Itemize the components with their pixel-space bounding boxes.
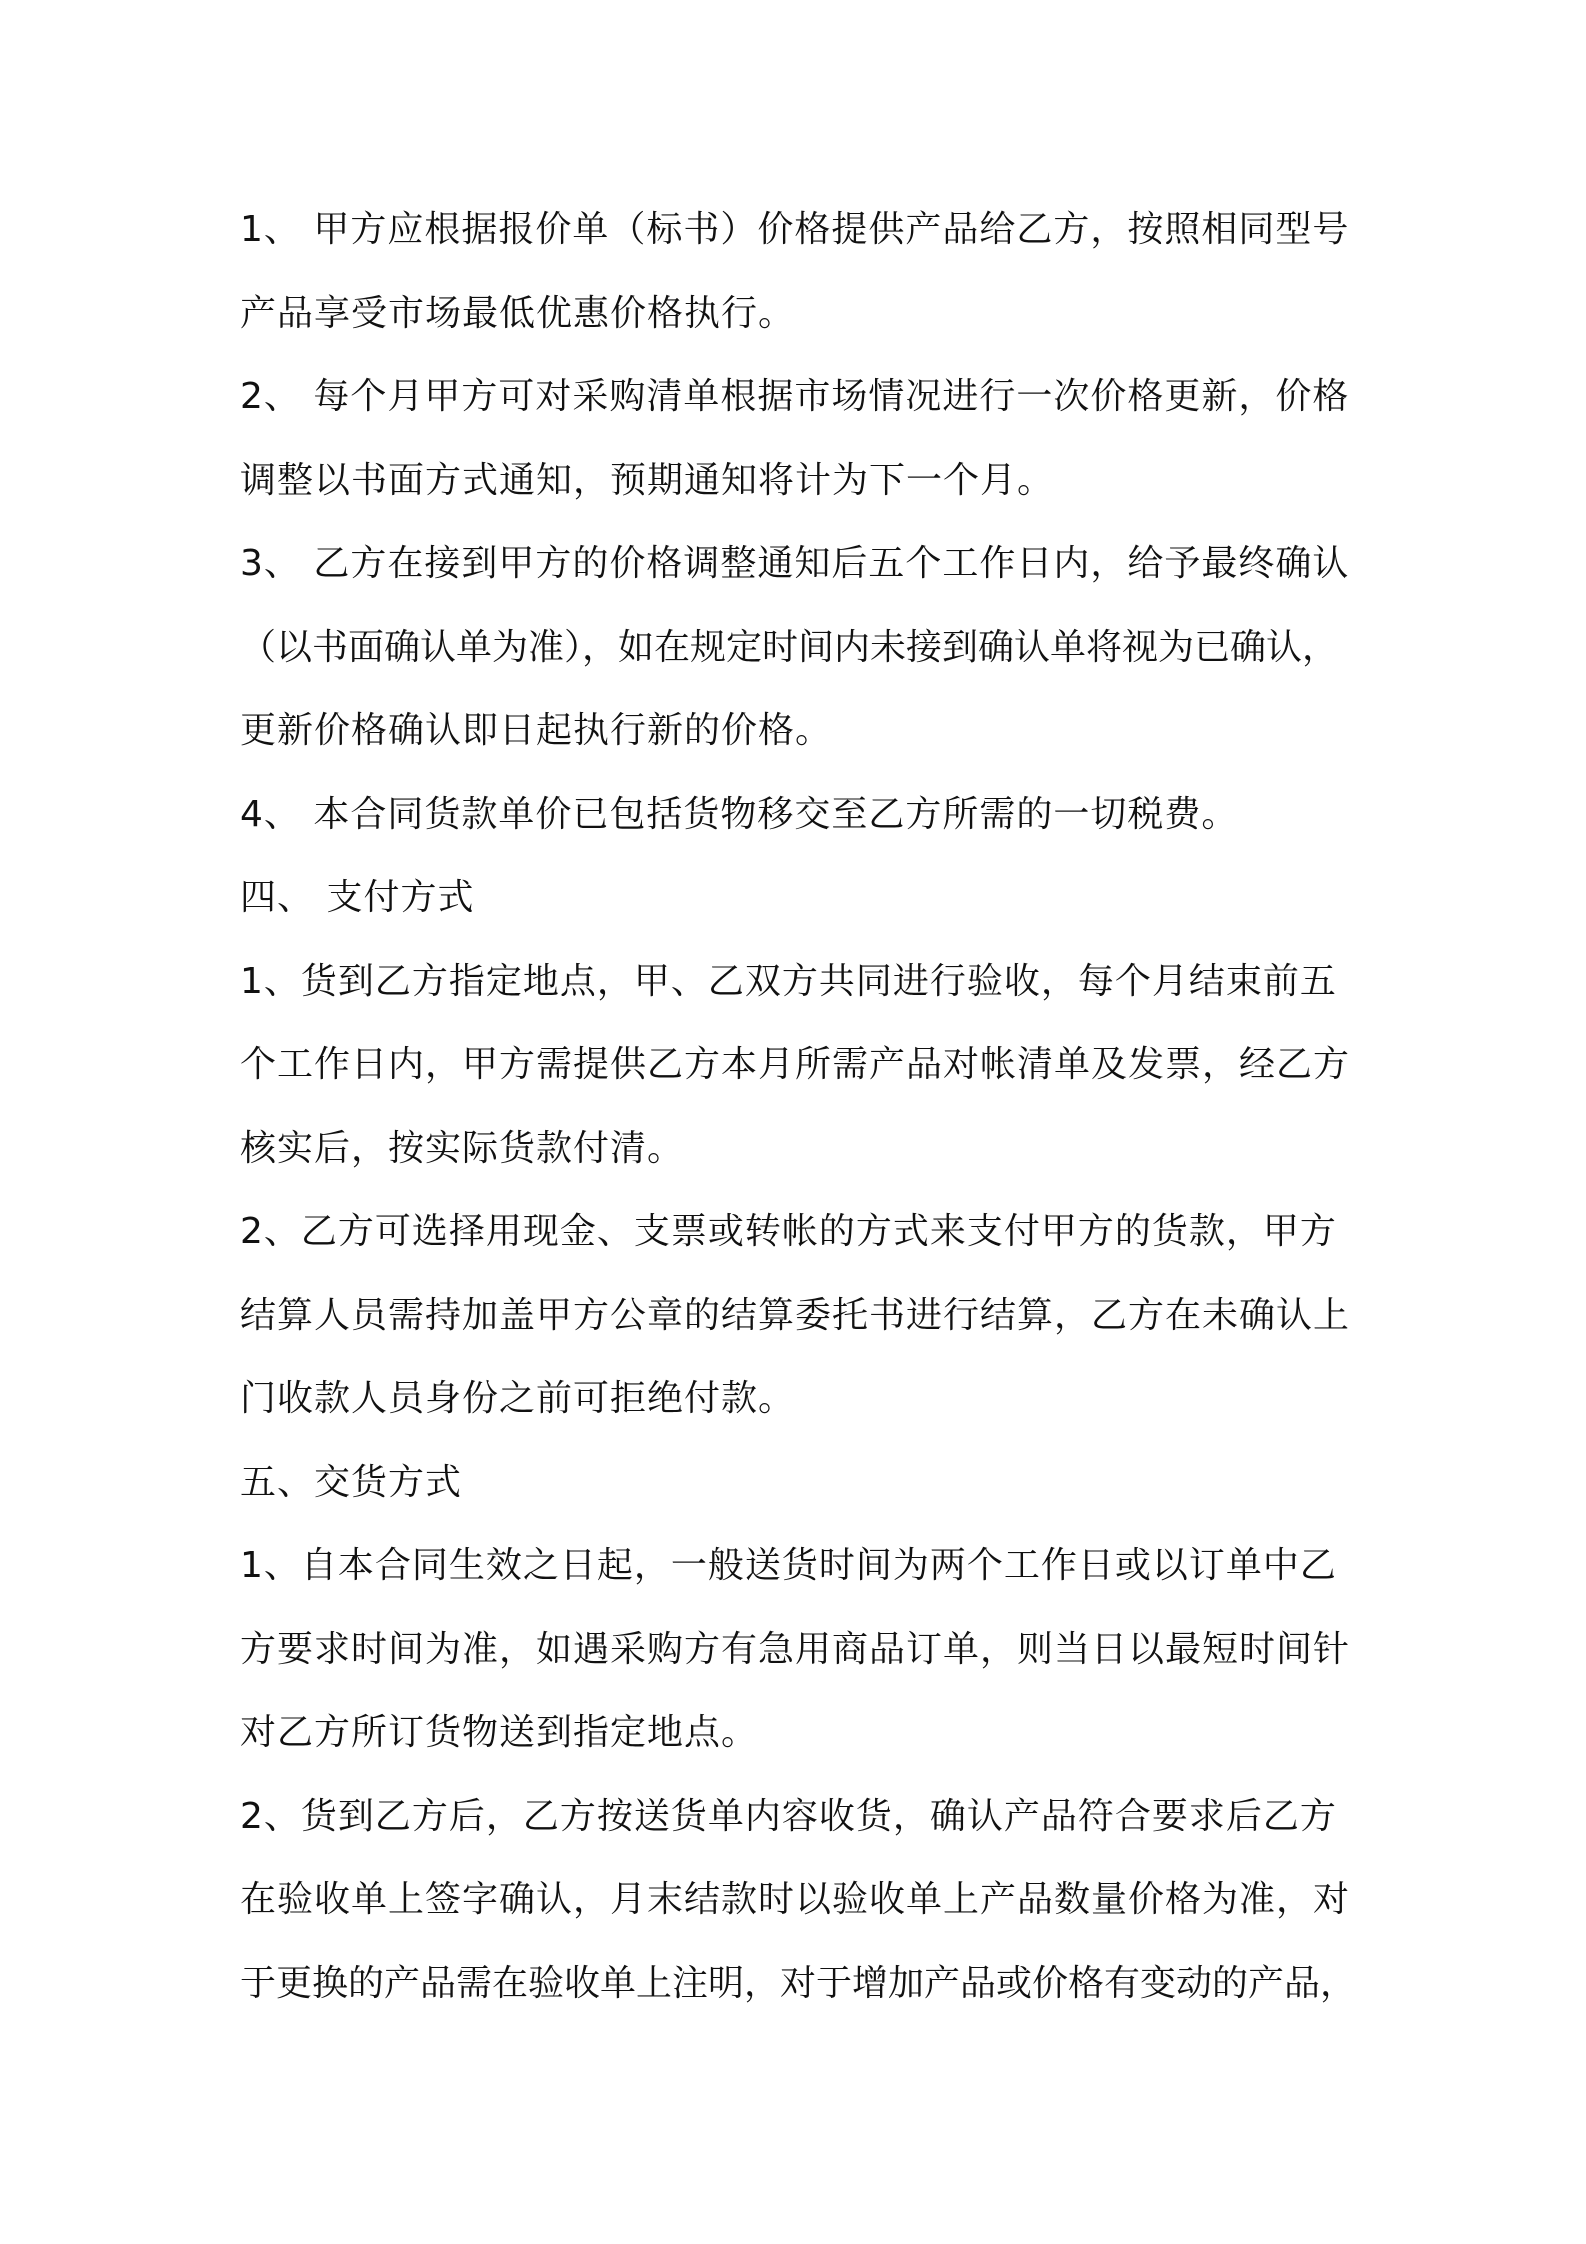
text-line: 1、自本合同生效之日起，一般送货时间为两个工作日或以订单中乙: [240, 1545, 1337, 1586]
text-line: （以书面确认单为准），如在规定时间内未接到确认单将视为已确认，: [240, 626, 1339, 668]
text-line: 1、货到乙方指定地点，甲、乙双方共同进行验收，每个月结束前五: [240, 960, 1337, 1002]
text-line: 个工作日内，甲方需提供乙方本月所需产品对帐清单及发票，经乙方: [240, 1044, 1351, 1085]
text-line: 2、乙方可选择用现金、支票或转帐的方式来支付甲方的货款，甲方: [240, 1211, 1337, 1252]
text-line: 结算人员需持加盖甲方公章的结算委托书进行结算，乙方在未确认上: [240, 1294, 1351, 1336]
text-line: 门收款人员身份之前可拒绝付款。: [240, 1378, 796, 1419]
text-line: 1、 甲方应根据报价单（标书）价格提供产品给乙方，按照相同型号: [240, 209, 1350, 250]
text-line: 在验收单上签字确认，月末结款时以验收单上产品数量价格为准，对: [240, 1879, 1351, 1920]
text-line: 更新价格确认即日起执行新的价格。: [240, 710, 833, 751]
section-heading: 四、 支付方式: [240, 877, 475, 918]
text-line: 方要求时间为准，如遇采购方有急用商品订单，则当日以最短时间针: [240, 1628, 1351, 1670]
document-body: [240, 200, 1360, 2037]
text-line: 产品享受市场最低优惠价格执行。: [240, 292, 796, 334]
text-line: 对乙方所订货物送到指定地点。: [240, 1712, 759, 1753]
text-line: 调整以书面方式通知，预期通知将计为下一个月。: [240, 459, 1055, 501]
text-line: 于更换的产品需在验收单上注明，对于增加产品或价格有变动的产品，: [240, 1962, 1357, 2004]
section-heading: 五、交货方式: [240, 1461, 463, 1503]
text-line: 2、货到乙方后，乙方按送货单内容收货，确认产品符合要求后乙方: [240, 1795, 1337, 1837]
text-line: 4、 本合同货款单价已包括货物移交至乙方所需的一切税费。: [240, 793, 1239, 835]
text-line: 2、 每个月甲方可对采购清单根据市场情况进行一次价格更新，价格: [240, 376, 1350, 417]
text-line: 3、 乙方在接到甲方的价格调整通知后五个工作日内，给予最终确认: [240, 543, 1350, 584]
text-line: 核实后，按实际货款付清。: [240, 1127, 685, 1169]
